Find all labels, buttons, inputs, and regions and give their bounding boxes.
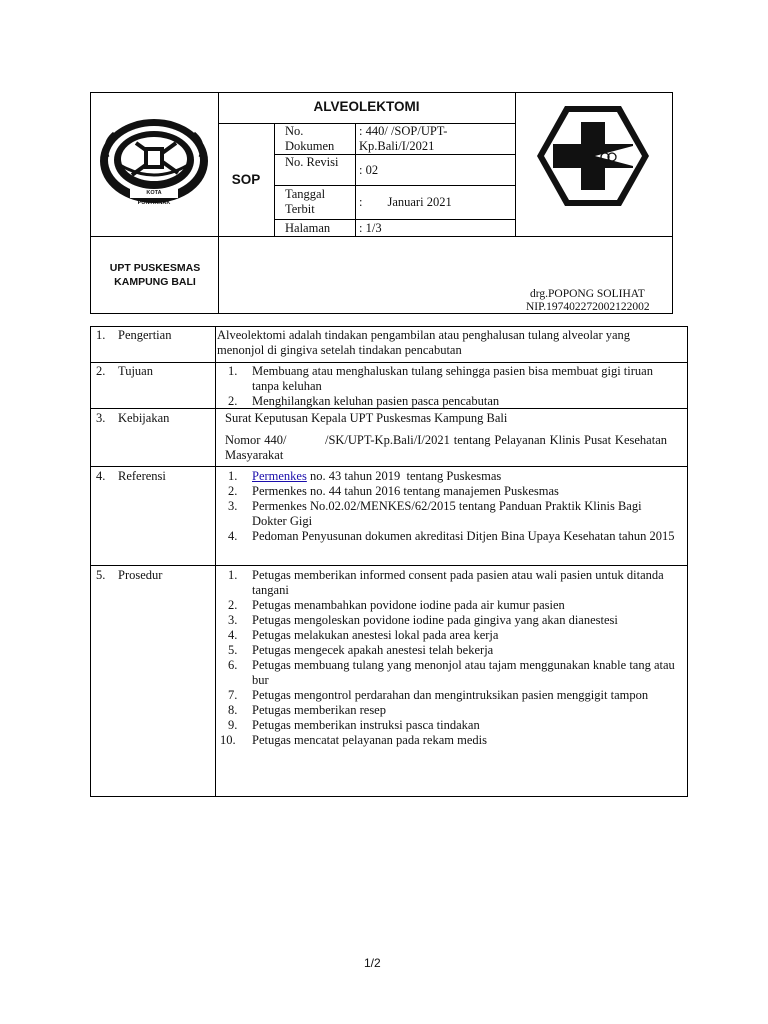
revision-label: No. Revisi [285,155,339,169]
reference-list [216,469,676,544]
definition-text: Alveolektomi adalah tindakan pengambilan atau penghalusan tulang alveolar yang menonjol di gingiva setelah tindakan pencabutan [217,328,631,357]
page-label: Halaman [285,221,331,235]
list-item: 2. Menghilangkan keluhan pasien pasca pencabutan [228,394,500,408]
list-item: 1. Petugas memberikan informed consent pada pasien atau wali pasien untuk ditanda tangani [228,568,664,597]
row-divider [274,219,515,220]
list-item: 2. Permenkes no. 44 tahun 2016 tentang manajemen Puskesmas [228,484,559,498]
list-item: 10. Petugas mencatat pelayanan pada rekam medis [220,733,487,747]
section-divider [90,565,688,566]
doc-number-value: : 440/ /SOP/UPT-Kp.Bali/I/2021 [359,124,448,153]
list-item: 2. Petugas menambahkan povidone iodine pada air kumur pasien [228,598,565,612]
issue-date-label: Tanggal Terbit [285,187,326,216]
list-item: 3. Permenkes No.02.02/MENKES/62/2015 tentang Panduan Praktik Klinis Bagi Dokter Gigi [228,499,642,528]
signer-nip: NIP.197402272002122002 [526,301,650,313]
emblem-text: KOTA PONTIANAK [137,190,171,206]
row-divider [274,185,515,186]
document-title: ALVEOLEKTOMI [313,99,420,114]
list-item: 3. Petugas mengoleskan povidone iodine pada gingiva yang akan dianestesi [228,613,618,627]
puskesmas-cross-icon [535,104,651,208]
section-number: 5. [96,568,106,582]
section-label: Prosedur [118,568,163,582]
section-number: 1. [96,328,106,342]
revision-value: : 02 [359,163,379,177]
permenkes-link[interactable]: Permenkes [252,469,307,483]
header-divider [90,236,673,237]
list-item: 5. Petugas mengecek apakah anestesi telah bekerja [228,643,494,657]
list-item: 4. Petugas melakukan anestesi lokal pada area kerja [228,628,499,642]
list-item: 8. Petugas memberikan resep [228,703,386,717]
section-label: Referensi [118,469,166,483]
sop-label: SOP [231,172,261,187]
city-emblem-logo [96,113,212,209]
policy-line: Surat Keputusan Kepala UPT Puskesmas Kampung Bali [225,411,508,425]
objective-list [216,364,682,409]
section-label: Tujuan [118,364,153,378]
issue-date-value: : Januari 2021 [359,195,452,209]
procedure-list [216,568,684,748]
list-item: 9. Petugas memberikan instruksi pasca tindakan [228,718,480,732]
puskesmas-logo [535,104,651,208]
doc-number-label: No. Dokumen [285,124,335,153]
section-label: Kebijakan [118,411,170,425]
signer-name: drg.POPONG SOLIHAT [530,288,645,300]
organization-name: UPT PUSKESMAS KAMPUNG BALI [109,262,201,288]
list-item: 1. Membuang atau menghaluskan tulang sehingga pasien bisa membuat gigi tiruan tanpa keluhan [228,364,653,393]
header-vline-left [218,92,219,314]
section-label: Pengertian [118,328,172,342]
page-value: : 1/3 [359,221,382,235]
list-item: 4. Pedoman Penyusunan dokumen akreditasi Ditjen Bina Upaya Kesehatan tahun 2015 [228,529,675,543]
list-item: 7. Petugas mengontrol perdarahan dan mengintruksikan pasien menggigit tampon [228,688,649,702]
policy-line: Nomor 440/ /SK/UPT-Kp.Bali/I/2021 tentang Pelayanan Klinis Pusat Kesehatan Masyarakat [225,433,671,462]
header-vline-right [515,92,516,237]
page-number: 1/2 [364,956,381,970]
section-divider [90,362,688,363]
section-number: 3. [96,411,106,425]
section-divider [90,466,688,467]
list-item: 6. Petugas membuang tulang yang menonjol atau tajam menggunakan knable tang atau bur [228,658,675,687]
list-item: 1. Permenkes no. 43 tahun 2019 tentang Puskesmas [228,469,502,483]
section-number: 4. [96,469,106,483]
section-number: 2. [96,364,106,378]
